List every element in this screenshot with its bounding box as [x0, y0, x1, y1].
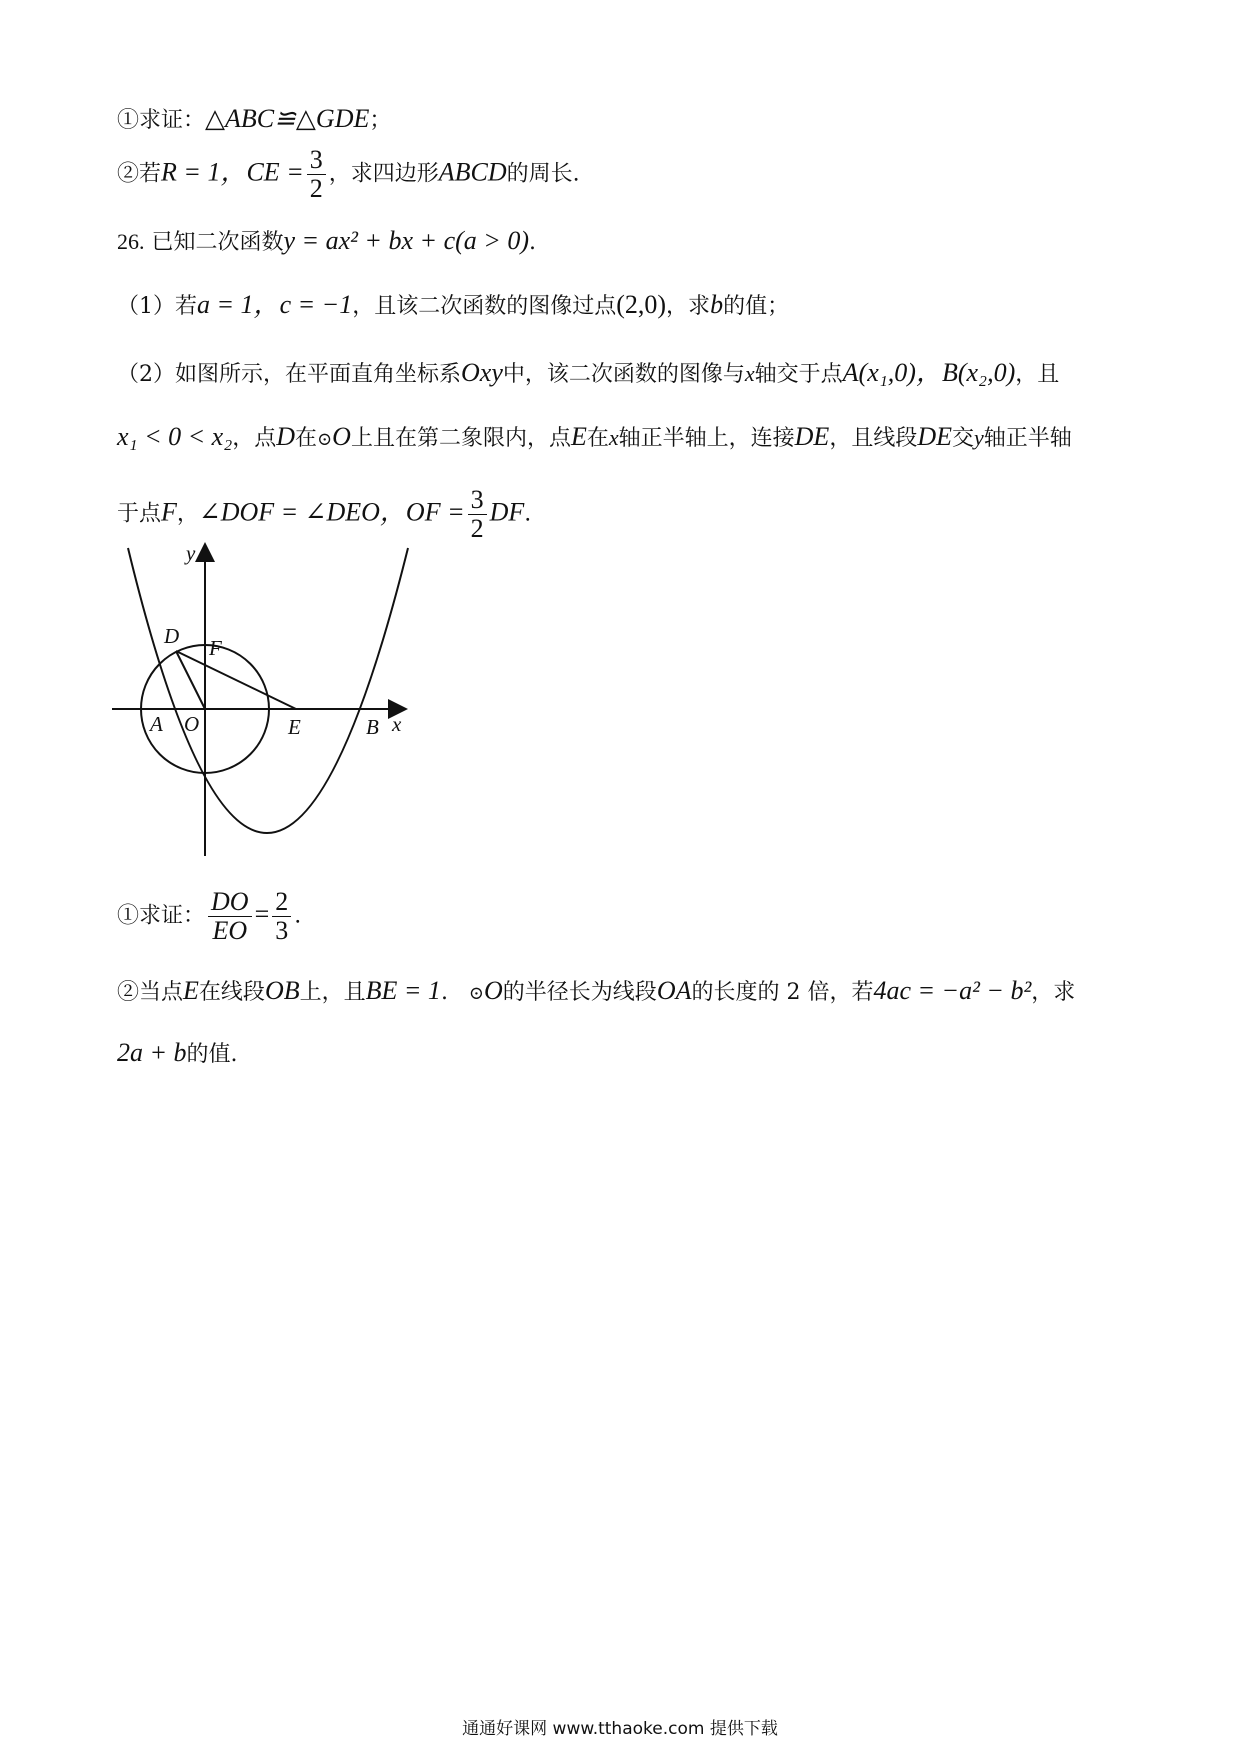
part-text: ，且线段 [829, 426, 918, 451]
axis-name: x [608, 425, 619, 450]
part-text: 在 [295, 426, 318, 451]
segment-df: DF [489, 497, 525, 527]
segment-de-line [176, 651, 296, 709]
part-text: 若 [175, 294, 198, 319]
function-condition: (a > 0) [455, 226, 529, 255]
item-end: 的周长. [506, 161, 580, 187]
part-text: 在 [586, 426, 609, 451]
segment-oa: OA [656, 976, 692, 1005]
part-text: 轴正半轴 [983, 426, 1072, 451]
congruence-formula: △ABC≌△GDE [205, 104, 370, 133]
item-text: ，求四边形 [328, 161, 439, 187]
item-lead: 若 [139, 161, 162, 187]
part-text: 轴交于点 [754, 362, 843, 387]
subquestion-2-line-1 [117, 976, 1075, 1009]
fraction-numerator: 2 [272, 888, 291, 917]
question-lead: 已知二次函数 [151, 230, 284, 255]
item-text: 的长度的 2 倍，若 [691, 980, 874, 1005]
coefficient-equation: 4ac = −a² − b² [873, 976, 1032, 1005]
fraction [307, 146, 326, 203]
question-26 [117, 226, 536, 258]
geometry-figure [106, 538, 426, 858]
point: (2,0) [616, 290, 667, 319]
subquestion-1 [117, 888, 301, 945]
condition-ce: CE = [246, 157, 304, 187]
part-2-line-3 [117, 486, 531, 543]
part-text: . [524, 501, 532, 527]
condition-r: R = 1， [161, 157, 247, 187]
target-expression: 2a + b [117, 1038, 187, 1067]
fraction-numerator: 3 [468, 486, 487, 515]
be-equation: BE = 1 [365, 976, 441, 1005]
item-end: ； [369, 108, 392, 133]
item-text: 的半径长为线段 [502, 980, 657, 1005]
part-2-line-2 [117, 422, 1072, 455]
label-e: E [288, 715, 301, 739]
label-b: B [366, 715, 379, 739]
item-text: . [440, 980, 448, 1005]
segment-of: OF = [405, 497, 465, 527]
part-text: ，点 [232, 426, 277, 451]
fraction [468, 486, 487, 543]
circle-center: O [484, 976, 503, 1005]
fraction-numerator: DO [208, 888, 252, 917]
item-text: 上，且 [299, 980, 366, 1005]
item-lead: 求证： [139, 108, 206, 133]
part-label: （2） [117, 362, 175, 387]
point-b: B(x₂,0) [941, 358, 1016, 387]
fraction-denominator: 2 [309, 174, 323, 203]
parabola-curve [128, 548, 408, 833]
value-c: c = −1 [279, 290, 353, 319]
item-end: . [294, 903, 302, 929]
part-text: ，求 [666, 294, 711, 319]
part-text: 上且在第二象限内，点 [350, 426, 571, 451]
segment-de: DE [917, 422, 952, 451]
item-text: 的值. [186, 1042, 238, 1067]
circle-symbol: ⊙ [468, 983, 485, 1004]
question-end: . [528, 230, 536, 255]
variable-b: b [710, 290, 724, 319]
part-text: ， [176, 501, 199, 527]
fraction-denominator: 3 [275, 916, 289, 945]
point-f: F [161, 497, 177, 527]
item-marker: ① [117, 903, 140, 929]
item-text: ，求 [1031, 980, 1076, 1005]
inequality: x₁ < 0 < x₂ [117, 422, 233, 451]
item-text: 在线段 [198, 980, 265, 1005]
item-marker: ① [117, 108, 140, 133]
part-text: 的值； [723, 294, 790, 319]
label-a: A [150, 712, 163, 736]
label-x: x [392, 712, 402, 736]
item-2 [117, 146, 580, 203]
page-footer: 通通好课网 www.tthaoke.com 提供下载 [462, 1719, 778, 1739]
part-text: 如图所示，在平面直角坐标系 [175, 362, 462, 387]
label-y: y [186, 541, 196, 565]
item-1 [117, 104, 391, 136]
part-text: ，且 [1015, 362, 1060, 387]
point-e: E [570, 422, 587, 451]
part-text: 中，该二次函数的图像与 [502, 362, 745, 387]
question-number: 26. [117, 229, 145, 254]
quadrilateral-name: ABCD [438, 157, 507, 187]
part-text: 交 [952, 426, 975, 451]
ratio-fraction [208, 888, 252, 945]
equals-sign: = [254, 899, 270, 929]
segment-ob: OB [264, 976, 300, 1005]
label-d: D [164, 624, 180, 648]
segment-do-line [176, 651, 205, 709]
circle-center: O [332, 422, 351, 451]
fraction-denominator: EO [212, 916, 248, 945]
fraction-denominator: 2 [470, 514, 484, 543]
item-marker: ② [117, 161, 140, 187]
subquestion-2-line-2 [117, 1038, 238, 1070]
part-label: （1） [117, 294, 175, 319]
label-o: O [184, 712, 200, 736]
axis-name: y [974, 425, 984, 450]
circle-symbol: ⊙ [317, 429, 333, 450]
point-a: A(x₁,0)， [842, 358, 942, 387]
item-text: 当点 [139, 980, 184, 1005]
axis-name: x [744, 361, 755, 386]
value-a: a = 1， [197, 290, 280, 319]
item-marker: ② [117, 980, 140, 1005]
point-d: D [276, 422, 296, 451]
part-1 [117, 290, 789, 322]
part-text: ，且该二次函数的图像过点 [352, 294, 617, 319]
fraction-numerator: 3 [307, 146, 326, 175]
quadratic-function: y = ax² + bx + c [283, 226, 456, 255]
point-e: E [183, 976, 199, 1005]
part-text: 轴正半轴上，连接 [618, 426, 795, 451]
part-text: 于点 [117, 501, 162, 527]
label-f: F [209, 636, 222, 660]
part-2-line-1 [117, 358, 1059, 390]
item-lead: 求证： [139, 903, 206, 929]
angle-equality: ∠DOF = ∠DEO， [198, 497, 406, 527]
segment-de: DE [794, 422, 830, 451]
value-fraction [272, 888, 291, 945]
coordinate-system: Oxy [461, 358, 503, 387]
